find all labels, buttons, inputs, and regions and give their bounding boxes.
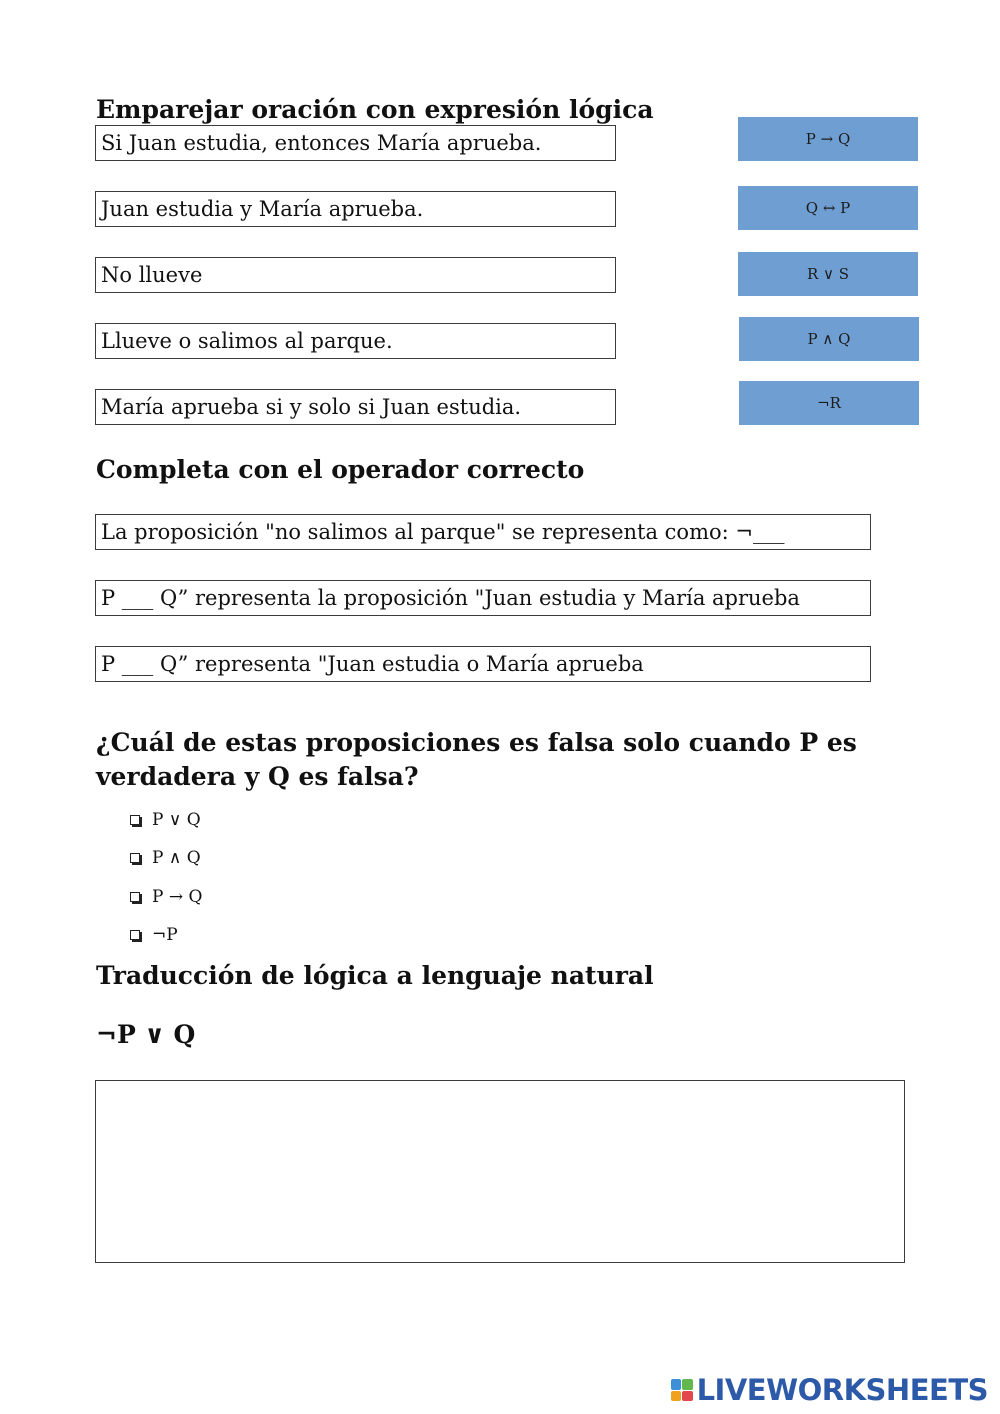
option-4[interactable] xyxy=(130,924,178,946)
liveworksheets-logo xyxy=(671,1374,988,1406)
expression-tile-5[interactable]: ¬R xyxy=(739,381,919,425)
expression-tile-3[interactable]: R ∨ S xyxy=(738,252,918,296)
logo-mark-icon xyxy=(671,1379,693,1401)
fill-blank-1[interactable]: La proposición "no salimos al parque" se representa como: ¬___ xyxy=(95,514,871,550)
checkbox-icon[interactable] xyxy=(130,815,140,825)
question-title-line1: ¿Cuál de estas proposiciones es falsa solo cuando P es xyxy=(96,728,857,757)
answer-textarea[interactable] xyxy=(95,1080,905,1263)
checkbox-icon[interactable] xyxy=(130,853,140,863)
logic-expression: ¬P ∨ Q xyxy=(96,1020,196,1049)
section-title-matching: Emparejar oración con expresión lógica xyxy=(96,95,654,124)
question-title-line2: verdadera y Q es falsa? xyxy=(96,762,419,791)
checkbox-icon[interactable] xyxy=(130,892,140,902)
expression-tile-1[interactable]: P → Q xyxy=(738,117,918,161)
option-label: ¬P xyxy=(152,925,178,945)
section-title-translation: Traducción de lógica a lenguaje natural xyxy=(96,961,654,990)
fill-blank-2[interactable]: P ___ Q” representa la proposición "Juan estudia y María aprueba xyxy=(95,580,871,616)
option-label: P ∨ Q xyxy=(152,810,201,830)
sentence-2: Juan estudia y María aprueba. xyxy=(95,191,616,227)
sentence-5: María aprueba si y solo si Juan estudia. xyxy=(95,389,616,425)
logo-text: LIVEWORKSHEETS xyxy=(696,1373,988,1407)
expression-tile-4[interactable]: P ∧ Q xyxy=(739,317,919,361)
option-label: P → Q xyxy=(152,887,203,907)
option-1[interactable] xyxy=(130,809,201,831)
option-2[interactable] xyxy=(130,847,201,869)
sentence-4: Llueve o salimos al parque. xyxy=(95,323,616,359)
sentence-3: No llueve xyxy=(95,257,616,293)
sentence-1: Si Juan estudia, entonces María aprueba. xyxy=(95,125,616,161)
fill-blank-3[interactable]: P ___ Q” representa "Juan estudia o María aprueba xyxy=(95,646,871,682)
option-label: P ∧ Q xyxy=(152,848,201,868)
expression-tile-2[interactable]: Q ↔ P xyxy=(738,186,918,230)
section-title-complete: Completa con el operador correcto xyxy=(96,455,585,484)
checkbox-icon[interactable] xyxy=(130,930,140,940)
option-3[interactable] xyxy=(130,886,202,908)
